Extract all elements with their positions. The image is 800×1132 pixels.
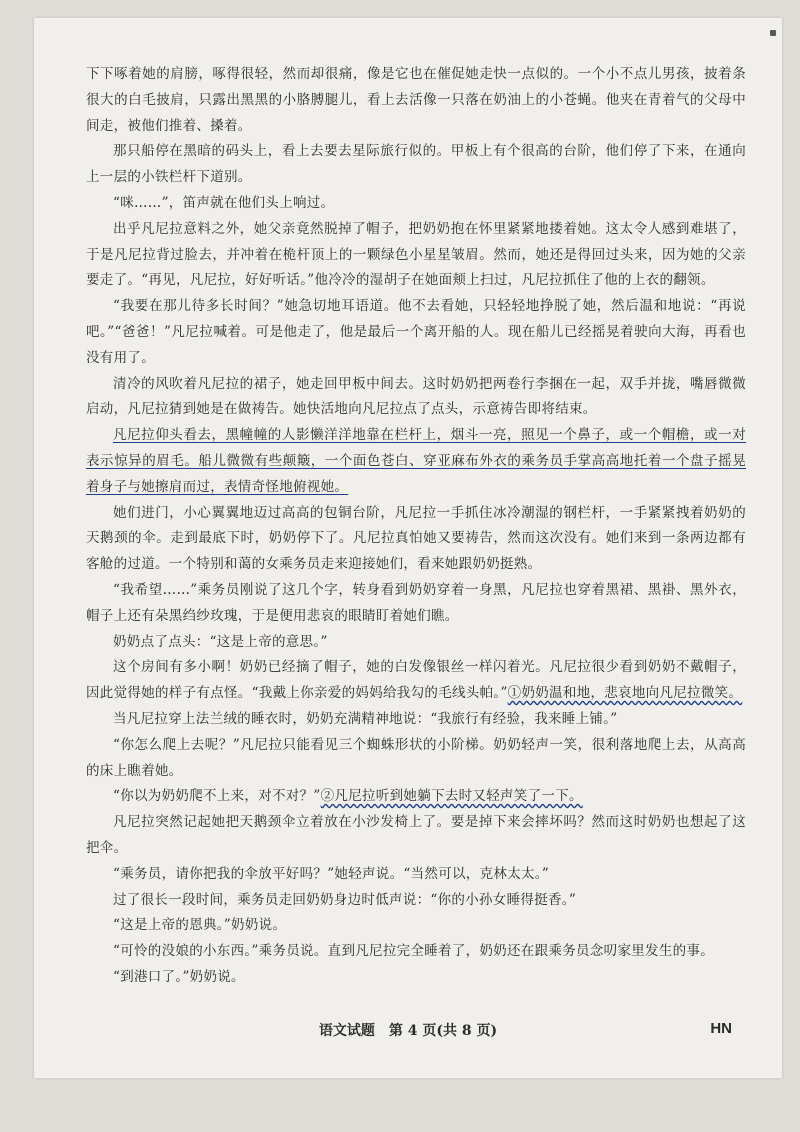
footer-page-number: 语文试题 第 4 页(共 8 页) — [318, 1023, 498, 1039]
paragraph-13: “你怎么爬上去呢？”凡尼拉只能看见三个蜘蛛形状的小阶梯。奶奶轻声一笑，很利落地爬上去，从高高的床上瞧着她。 — [86, 736, 746, 779]
paragraph-8: 她们进门，小心翼翼地迈过高高的包铜台阶，凡尼拉一手抓住冰冷潮湿的钢栏杆，一手紧紧拽着奶奶的天鹅颈的伞。走到最底下时，奶奶停下了。凡尼拉真怕她又要祷告，然而这次没有。她们来到一条两边都有客舱的过道。一个特别和蔼的女乘务员走来迎接她们，看来她跟奶奶挺熟。 — [86, 504, 746, 573]
paragraph-5: “我要在那儿待多长时间？”她急切地耳语道。他不去看她，只轻轻地挣脱了她，然后温和地说：“再说吧。”“爸爸！”凡尼拉喊着。可是他走了，他是最后一个离开船的人。现在船儿已经摇晃着驶向大海，再看也没有用了。 — [86, 298, 746, 366]
paragraph-11-main: 这个房间有多小啊！奶奶已经摘了帽子，她的白发像银丝一样闪着光。凡尼拉很少看到奶奶不戴帽子，因此觉得她的样子有点怪。“我戴上你亲爱的妈妈给我勾的毛线头帕。”①奶奶温和地，悲哀地向凡尼拉微笑。 — [86, 659, 746, 702]
paragraph-4: 出乎凡尼拉意料之外，她父亲竟然脱掉了帽子，把奶奶抱在怀里紧紧地搂着她。这太令人感到难堪了，于是凡尼拉背过脸去，并冲着在桅杆顶上的一颗绿色小星星皱眉。然而，她还是得回过头来，因为她的父亲要走了。“再见，凡尼拉，好好听话。”他冷冷的湿胡子在她面颊上扫过，凡尼拉抓住了他的上衣的翻领。 — [86, 220, 746, 289]
paragraph-1: 下下啄着她的肩膀，啄得很轻，然而却很痛，像是它也在催促她走快一点似的。一个小不点儿男孩，披着条很大的白毛披肩，只露出黑黑的小胳膊腿儿，看上去活像一只落在奶油上的小苍蝇。他夹在青着气的父母中间走，被他们推着、搡着。 — [86, 66, 746, 134]
paragraph-18: “这是上帝的恩典。”奶奶说。 — [113, 917, 287, 934]
footer-region-code: HN — [710, 1020, 732, 1037]
paragraph-17: 过了很长一段时间，乘务员走回奶奶身边时低声说：“你的小孙女睡得挺香。” — [113, 891, 577, 908]
paragraph-6: 清冷的风吹着凡尼拉的裙子，她走回甲板中间去。这时奶奶把两卷行李捆在一起，双手并拢，嘴唇微微启动，凡尼拉猜到她是在做祷告。她快活地向凡尼拉点了点头，示意祷告即将结束。 — [86, 375, 746, 418]
paragraph-15: 凡尼拉突然记起她把天鹅颈伞立着放在小沙发椅上了。要是掉下来会摔坏吗？然而这时奶奶也想起了这把伞。 — [86, 814, 746, 856]
paragraph-11 — [86, 655, 746, 707]
page-footer — [34, 1014, 782, 1044]
paragraph-19: “可怜的没娘的小东西。”乘务员说。直到凡尼拉完全睡着了，奶奶还在跟乘务员念叨家里发生的事。 — [113, 943, 715, 960]
paragraph-3: “咪……”，笛声就在他们头上响过。 — [113, 194, 335, 211]
paragraph-7-underlined: 凡尼拉仰头看去，黑幢幢的人影懒洋洋地靠在栏杆上，烟斗一亮，照见一个鼻子，或一个帽檐，或一对表示惊异的眉毛。船儿微微有些颠簸，一个面色苍白、穿亚麻布外衣的乘务员手掌高高地托着一个盘子摇晃着身子与她擦肩而过，表情奇怪地俯视她。 — [86, 427, 746, 495]
paragraph-2: 那只船停在黑暗的码头上，看上去要去星际旅行似的。甲板上有个很高的台阶，他们停了下来，在通向上一层的小铁栏杆下道别。 — [86, 143, 746, 186]
paragraph-14: “你以为奶奶爬不上来，对不对？”②凡尼拉听到她躺下去时又轻声笑了一下。 — [113, 788, 583, 805]
paragraph-16: “乘务员，请你把我的伞放平好吗？”她轻声说。“当然可以，克林太太。” — [113, 865, 550, 882]
paragraph-12: 当凡尼拉穿上法兰绒的睡衣时，奶奶充满精神地说：“我旅行有经验，我来睡上铺。” — [113, 710, 618, 727]
paragraph-20: “到港口了。”奶奶说。 — [113, 968, 245, 985]
passage-body — [86, 62, 746, 991]
exam-page — [34, 18, 782, 1078]
paragraph-9: “我希望……”乘务员刚说了这几个字，转身看到奶奶穿着一身黑，凡尼拉也穿着黑裙、黑褂、黑外衣，帽子上还有朵黑绉纱玫瑰，于是便用悲哀的眼睛盯着她们瞧。 — [86, 581, 746, 624]
wavy-underlined-sentence: ②凡尼拉听到她躺下去时又轻声笑了一下。 — [320, 788, 583, 805]
paragraph-10: 奶奶点了点头：“这是上帝的意思。” — [113, 633, 328, 650]
scan-mark — [770, 30, 776, 36]
wavy-underlined-sentence: ①奶奶温和地，悲哀地向凡尼拉微笑。 — [507, 685, 743, 702]
